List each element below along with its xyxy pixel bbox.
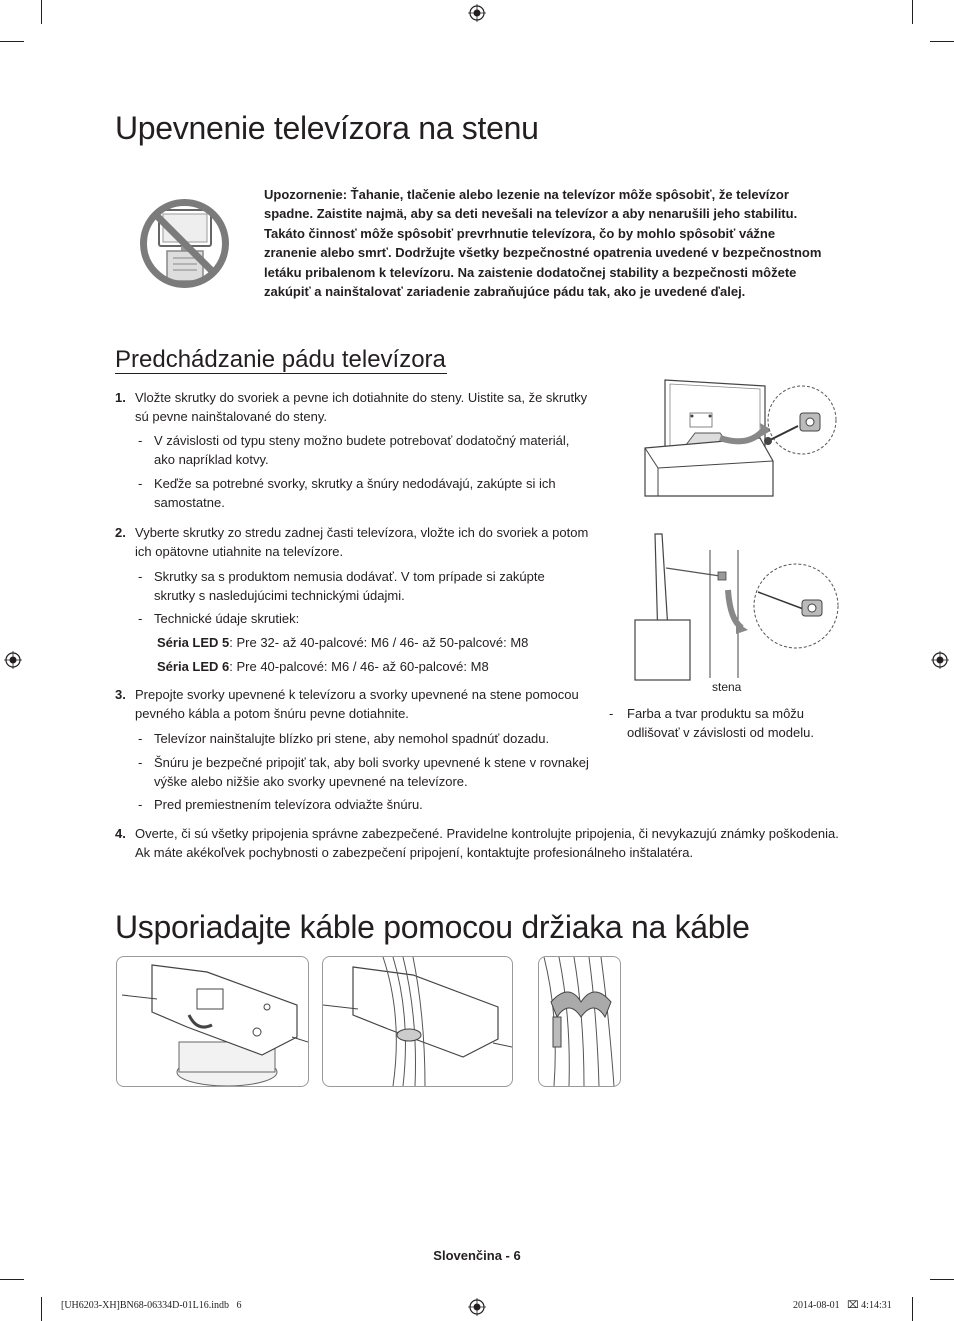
cable-clip-icon — [539, 957, 620, 1086]
wall-label: stena — [712, 680, 742, 694]
page-title: Upevnenie televízora na stenu — [115, 110, 539, 146]
step-text: Vyberte skrutky zo stredu zadnej časti televízora, vložte ich do svoriek a potom — [135, 525, 589, 540]
cable-holder-image-2 — [322, 956, 513, 1087]
step-number: 4. — [115, 826, 126, 841]
crop-mark — [0, 41, 24, 42]
no-climbing-warning-icon — [137, 196, 232, 291]
crop-mark — [930, 1279, 954, 1280]
crop-mark — [912, 1297, 913, 1321]
file-slug: [UH6203-XH]BN68-06334D-01L16.indb 6 — [61, 1300, 242, 1311]
step-number: 1. — [115, 390, 126, 405]
registration-mark-icon — [931, 651, 949, 669]
stand-back-icon — [117, 957, 308, 1086]
crop-mark — [41, 0, 42, 24]
tv-wall-side-illustration — [630, 530, 840, 685]
page-number: Slovenčina - 6 — [433, 1248, 521, 1263]
cable-holder-image-3 — [538, 956, 621, 1087]
registration-mark-icon — [4, 651, 22, 669]
step-text: Ak máte akékoľvek pochybnosti o zabezpečení pripojení, kontaktujte profesionálneho inštalatéra. — [135, 845, 694, 860]
step-text: Vložte skrutky do svoriek a pevne ich dotiahnite do steny. Uistite sa, že skrutky — [135, 390, 588, 405]
section-title-cables: Usporiadajte káble pomocou držiaka na káble — [115, 909, 750, 945]
stand-cables-icon — [323, 957, 512, 1086]
crop-mark — [0, 1279, 24, 1280]
crop-mark — [912, 0, 913, 24]
step-number: 3. — [115, 687, 126, 702]
step-text: Prepojte svorky upevnené k televízoru a svorky upevnené na stene pomocou — [135, 687, 579, 702]
warning-text: Upozornenie: Ťahanie, tlačenie alebo lezenie na televízor môže spôsobiť, že televízor spadne. Zaistite najmä, aby sa deti nevešali na televízor a aby nenarušili jeho stabilitu. Takáto činnosť môže spôsobiť prevrhnutie televízora, čo by mohlo spôsobiť vážne zranenie alebo smrť. Dodržujte všetky bezpečnostné opatrenia uvedené v bezpečnostnom letáku pribalenom k televízoru. Na zaistenie dodatočnej stability a bezpečnosti môžete zakúpiť a nainštalovať zariadenie zabraňujúce pádu tak, ako je uvedené ďalej. — [264, 187, 822, 300]
section-heading: Predchádzanie pádu televízora — [115, 346, 446, 373]
cable-holder-image-1 — [116, 956, 309, 1087]
step-text: Overte, či sú všetky pripojenia správne zabezpečené. Pravidelne kontrolujte pripojenia, či nevykazujú známky poškodenia. — [135, 826, 839, 841]
step-text: ich opätovne utiahnite na televízore. — [135, 544, 344, 559]
step-text: pevného kábla a potom šnúru pevne dotiahnite. — [135, 706, 409, 721]
crop-mark — [41, 1297, 42, 1321]
screw-spec-led5: Séria LED 5: Pre 32- až 40-palcové: M6 / 46- až 50-palcové: M8 — [157, 635, 529, 650]
section-heading-underline — [115, 373, 447, 374]
tv-rear-bracket-illustration — [640, 378, 840, 498]
instruction-list: 1. Vložte skrutky do svoriek a pevne ich dotiahnite do steny. Uistite sa, že skrutky sú pevne nainštalované do steny. - V závislosti od typu steny možno budete potrebovať dodatočný materiál, ako napríklad kotvy. - Keďže sa potrebné svorky, skrutky a šnúry nedodávajú, zakúpte si ich samostatne. 2. Vyberte skrutky zo stredu zadnej časti televízora, vložte ich do svoriek a potom ich opätovne utiahnite na televízore. - Skrutky sa s produktom nemusia dodávať. V tom prípade si zakúpte skrutky s nasledujúcimi technickými údajmi. - Technické údaje skrutiek: Séria LED 5: Pre 32- až 40-palcové: M6 / 46- až 50-palcové: M8 Séria LED 6: Pre 40-palcové: M6 / 46- až 60-palcové: M8 3. Prepojte svorky upevnené k televízoru a svorky upevnené na stene pomocou pevného kábla a potom šnúru pevne dotiahnite. - Televízor nainštalujte blízko pri stene, aby nemohol spadnúť dozadu. - Šnúru je bezpečné pripojiť tak, aby boli svorky upevnené k stene v rovnakej výške alebo nižšie ako svorky upevnené na televízore. - Pred premiestnením televízora odviažte šnúru. 4. Overte, či sú všetky pripojenia správne zabezpečené. Pravidelne kontrolujte pripojenia, či nevykazujú známky poškodenia. Ak máte akékoľvek pochybnosti o zabezpečení pripojení, kontaktujte profesionálneho inštalatéra. — [115, 388, 835, 868]
crop-mark — [930, 41, 954, 42]
registration-mark-icon — [468, 1298, 486, 1316]
step-number: 2. — [115, 525, 126, 540]
screw-spec-led6: Séria LED 6: Pre 40-palcové: M6 / 46- až 60-palcové: M8 — [157, 659, 489, 674]
registration-mark-icon — [468, 4, 486, 22]
date-slug: 2014-08-01 ⌧ 4:14:31 — [793, 1300, 892, 1311]
step-text: sú pevne nainštalované do steny. — [135, 409, 328, 424]
